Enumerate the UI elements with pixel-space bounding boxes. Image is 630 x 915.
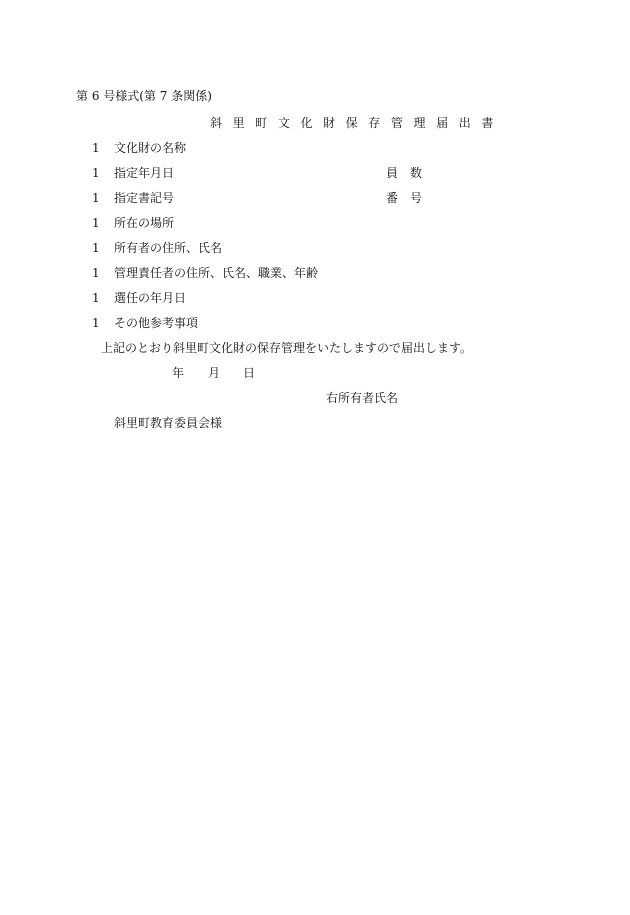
item-label-location: 所在の場所 <box>114 216 175 230</box>
form-label: 第 6 号様式(第 7 条関係) <box>76 89 212 103</box>
item-number: 1 <box>92 216 100 230</box>
document-title: 斜 里 町 文 化 財 保 存 管 理 届 出 書 <box>210 116 497 130</box>
statement-text: 上記のとおり斜里町文化財の保存管理をいたしますので届出します。 <box>101 341 473 355</box>
item-number: 1 <box>92 141 100 155</box>
item-right-quantity: 員 数 <box>386 166 423 180</box>
owner-name-label: 右所有者氏名 <box>326 391 399 405</box>
date-month-label: 月 <box>208 366 221 380</box>
item-right-number: 番 号 <box>386 191 423 205</box>
item-label-designation-date: 指定年月日 <box>114 166 175 180</box>
item-number: 1 <box>92 166 100 180</box>
item-label-owner-address-name: 所有者の住所、氏名 <box>114 241 223 255</box>
item-number: 1 <box>92 191 100 205</box>
item-number: 1 <box>92 241 100 255</box>
item-label-other-notes: その他参考事項 <box>114 316 199 330</box>
item-label-certificate-code: 指定書記号 <box>114 191 175 205</box>
addressee: 斜里町教育委員会様 <box>114 416 223 430</box>
item-label-manager-details: 管理責任者の住所、氏名、職業、年齢 <box>114 266 319 280</box>
date-year-label: 年 <box>172 366 185 380</box>
item-number: 1 <box>92 266 100 280</box>
item-number: 1 <box>92 291 100 305</box>
date-day-label: 日 <box>243 366 256 380</box>
item-label-appointment-date: 選任の年月日 <box>114 291 187 305</box>
item-label-cultural-property-name: 文化財の名称 <box>114 141 187 155</box>
item-number: 1 <box>92 316 100 330</box>
